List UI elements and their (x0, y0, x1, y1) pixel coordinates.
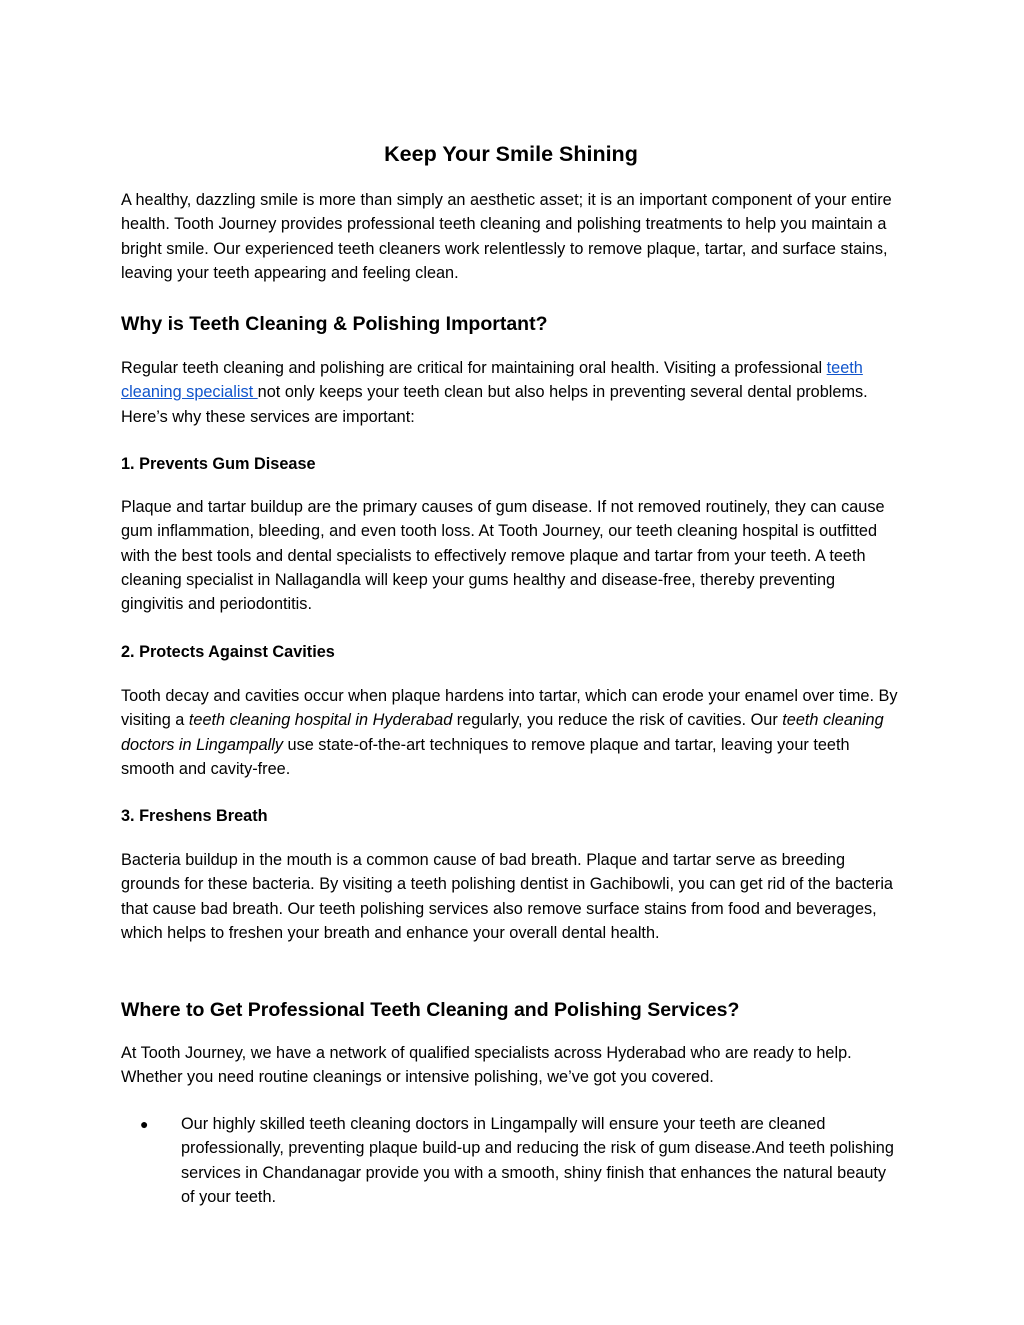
why-text-before-link: Regular teeth cleaning and polishing are critical for maintaining oral health. Visiting a professional (121, 359, 827, 377)
services-bullet-list (121, 1112, 901, 1209)
teeth-cleaning-specialist-link[interactable]: teeth cleaning specialist (121, 359, 863, 402)
bullet-text: Our highly skilled teeth cleaning doctors in Lingampally will ensure your teeth are cleaned professionally, preventing plaque build-up and reducing the risk of gum disease.And teeth polishing services in Chandanagar provide you with a smooth, shiny finish that enhances the natural beauty of your teeth. (181, 1115, 894, 1206)
cavities-italic-doctors: teeth cleaning doctors in Lingampally (121, 711, 884, 754)
section-heading-breath: 3. Freshens Breath (121, 807, 268, 825)
why-paragraph (121, 356, 901, 429)
why-heading: Why is Teeth Cleaning & Polishing Important? (121, 313, 548, 335)
section-body-breath: Bacteria buildup in the mouth is a common cause of bad breath. Plaque and tartar serve as breeding grounds for these bacteria. By visiting a teeth polishing dentist in Gachibowli, you can get rid of the bacteria that cause bad breath. Our teeth polishing services also remove surface stains from food and beverages, which helps to freshen your breath and enhance your overall dental health. (121, 851, 893, 942)
cavities-italic-hospital: teeth cleaning hospital in Hyderabad (188, 711, 453, 730)
section-heading-gum-disease: 1. Prevents Gum Disease (121, 455, 316, 473)
cavities-text-2: regularly, you reduce the risk of cavities. Our (452, 711, 783, 730)
list-item (121, 1112, 901, 1209)
section-body-cavities (121, 684, 901, 781)
section-heading-cavities: 2. Protects Against Cavities (121, 643, 335, 661)
cavities-text-3: use state-of-the-art techniques to remove plaque and tartar, leaving your teeth smooth and cavity-free. (121, 735, 850, 778)
why-text-after-link: not only keeps your teeth clean but also helps in preventing several dental problems. Here’s why these services are important: (121, 383, 868, 426)
bullet-icon: ● (140, 1116, 149, 1132)
document-title: Keep Your Smile Shining (384, 142, 638, 166)
section-body-gum-disease: Plaque and tartar buildup are the primary causes of gum disease. If not removed routinely, they can cause gum inflammation, bleeding, and even tooth loss. At Tooth Journey, our teeth cleaning hospital is outfitted with the best tools and dental specialists to effectively remove plaque and tartar from your teeth. A teeth cleaning specialist in Nallagandla will keep your gums healthy and disease-free, thereby preventing gingivitis and periodontitis. (121, 498, 885, 614)
intro-paragraph: A healthy, dazzling smile is more than simply an aesthetic asset; it is an important component of your entire health. Tooth Journey provides professional teeth cleaning and polishing treatments to help you maintain a bright smile. Our experienced teeth cleaners work relentlessly to remove plaque, tartar, and surface stains, leaving your teeth appearing and feeling clean. (121, 191, 892, 282)
where-paragraph: At Tooth Journey, we have a network of qualified specialists across Hyderabad who are ready to help. Whether you need routine cleanings or intensive polishing, we’ve got you covered. (121, 1044, 852, 1087)
where-heading: Where to Get Professional Teeth Cleaning and Polishing Services? (121, 999, 740, 1021)
cavities-text-1: Tooth decay and cavities occur when plaque hardens into tartar, which can erode your enamel over time. By visiting a (121, 687, 898, 730)
